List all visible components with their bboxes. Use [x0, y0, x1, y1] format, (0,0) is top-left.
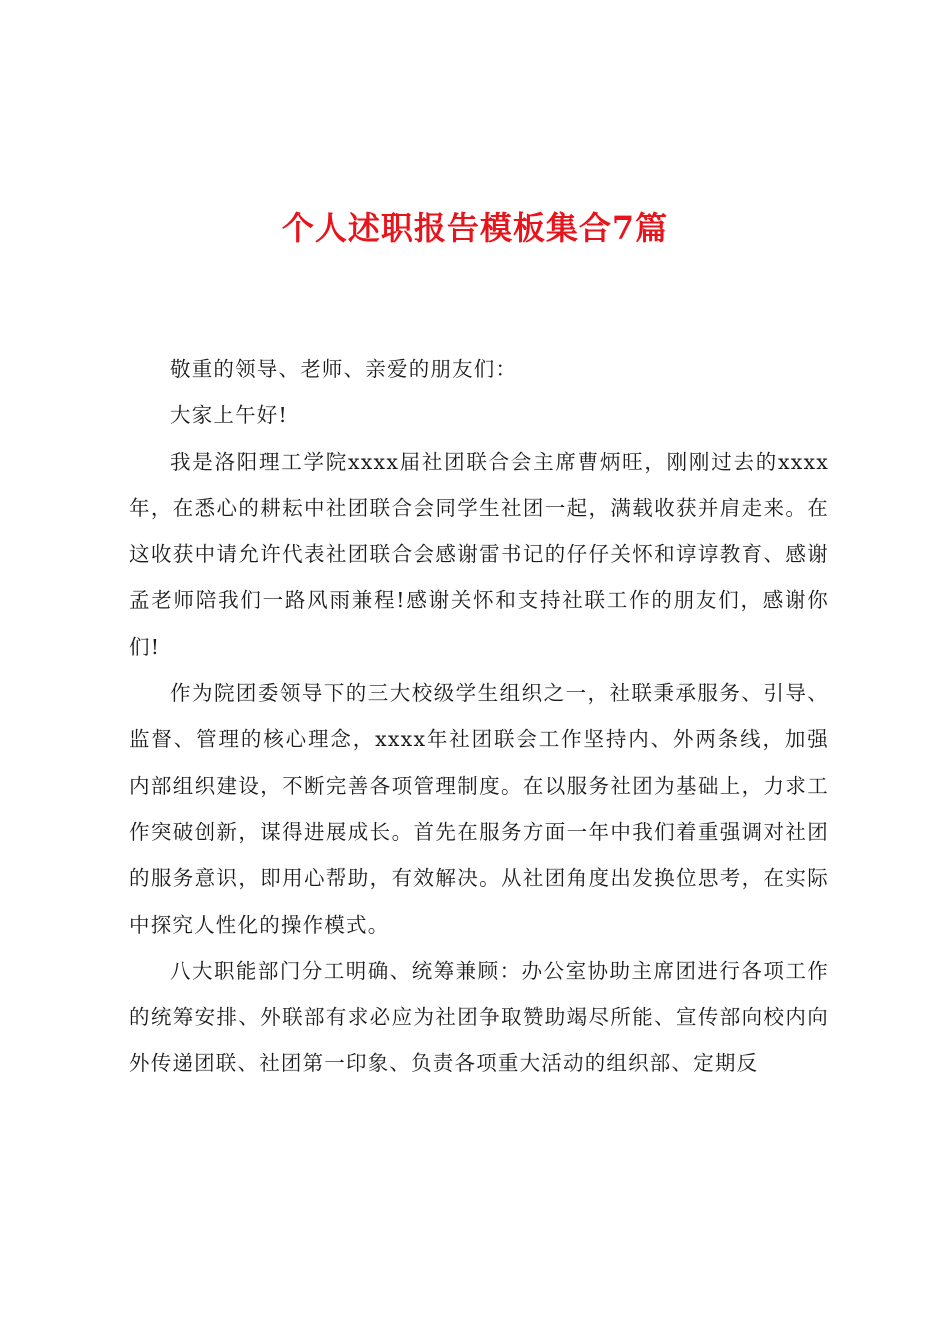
document-body [129, 346, 829, 1087]
paragraph-work-overview: 作为院团委领导下的三大校级学生组织之一，社联秉承服务、引导、监督、管理的核心理念，xxxx年社团联会工作坚持内、外两条线，加强内部组织建设，不断完善各项管理制度。在以服务社团为基础上，力求工作突破创新，谋得进展成长。首先在服务方面一年中我们着重强调对社团的服务意识，即用心帮助，有效解决。从社团角度出发换位思考，在实际中探究人性化的操作模式。 [129, 681, 829, 937]
paragraph-salutation: 大家上午好! [170, 403, 288, 428]
paragraph-greeting: 敬重的领导、老师、亲爱的朋友们： [170, 357, 518, 381]
document-title: 个人述职报告模板集合7篇 [281, 209, 669, 247]
paragraph-departments: 八大职能部门分工明确、统筹兼顾：办公室协助主席团进行各项工作的统筹安排、外联部有求必应为社团争取赞助竭尽所能、宣传部向校内向外传递团联、社团第一印象、负责各项重大活动的组织部、定期反 [129, 958, 829, 1076]
paragraph-introduction: 我是洛阳理工学院xxxx届社团联合会主席曹炳旺，刚刚过去的xxxx年，在悉心的耕耘中社团联合会同学生社团一起，满载收获并肩走来。在这收获中请允许代表社团联合会感谢雷书记的仔仔关怀和谆谆教育、感谢孟老师陪我们一路风雨兼程!感谢关怀和支持社联工作的朋友们，感谢你们! [129, 449, 829, 659]
